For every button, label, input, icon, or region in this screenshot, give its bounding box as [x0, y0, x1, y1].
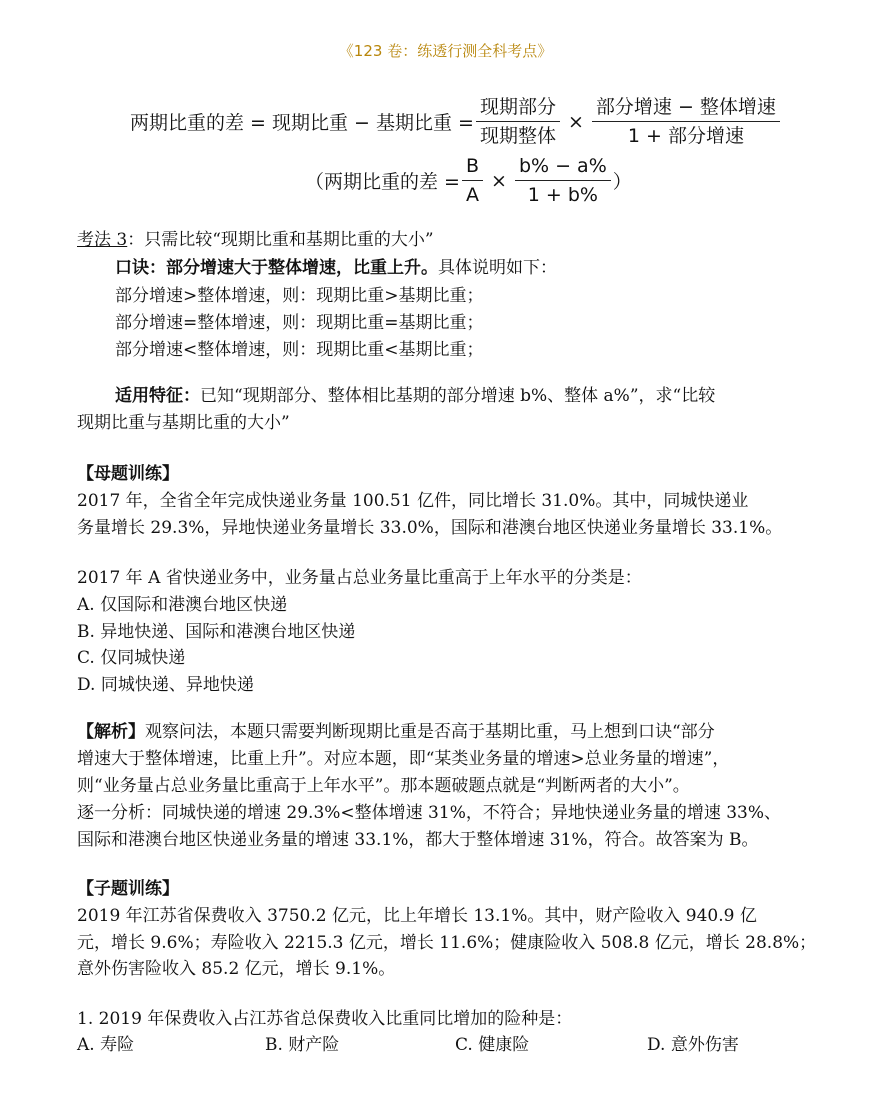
mnemonic-line	[115, 256, 557, 281]
mother-question: 2017 年 A 省快递业务中，业务量占总业务量比重高于上年水平的分类是：	[77, 568, 642, 588]
child-question: 1. 2019 年保费收入占江苏省总保费收入比重同比增加的险种是：	[77, 1009, 573, 1029]
analysis-text-1: 观察问法，本题只需要判断现期比重是否高于基期比重，马上想到口诀“部分	[145, 722, 715, 742]
analysis-line-1	[77, 720, 715, 745]
analysis-line-4: 逐一分析：同城快递的增速 29.3%<整体增速 31%，不符合；异地快递业务量的增速 33%、	[77, 803, 782, 823]
fraction-growth	[592, 96, 780, 147]
book-title: 《123 卷：练透行测全科考点》	[338, 42, 553, 60]
mother-option-a: A. 仅国际和港澳台地区快递	[77, 595, 288, 615]
child-para-2: 元，增长 9.6%；寿险收入 2215.3 亿元，增长 11.6%；健康险收入 508.8 亿元，增长 28.8%；	[77, 933, 817, 953]
mother-para-1: 2017 年，全省全年完成快递业务量 100.51 亿件，同比增长 31.0%。其中，同城快递业	[77, 491, 749, 511]
feature-line-2: 现期比重与基期比重的大小”	[77, 413, 290, 433]
rule-less: 部分增速<整体增速，则：现期比重<基期比重；	[115, 340, 484, 360]
mnemonic-rest: 具体说明如下：	[438, 258, 557, 278]
fraction-denominator: A	[465, 184, 479, 206]
fraction-denominator: 1 + 部分增速	[627, 125, 744, 147]
fraction-numerator: B	[462, 155, 483, 181]
mother-option-b: B. 异地快递、国际和港澳台地区快递	[77, 622, 356, 642]
rule-greater: 部分增速>整体增速，则：现期比重>基期比重；	[115, 286, 484, 306]
child-para-1: 2019 年江苏省保费收入 3750.2 亿元，比上年增长 13.1%。其中，财产险收入 940.9 亿	[77, 906, 757, 926]
formula-close: ）	[612, 171, 632, 193]
mother-heading: 【母题训练】	[77, 464, 179, 484]
formula-short	[305, 155, 632, 206]
rule-equal: 部分增速=整体增速，则：现期比重=基期比重；	[115, 313, 484, 333]
mother-option-d: D. 同城快递、异地快递	[77, 675, 254, 695]
feature-line-1	[115, 384, 715, 409]
mother-option-c: C. 仅同城快递	[77, 648, 186, 668]
fraction-denominator: 现期整体	[479, 125, 556, 147]
child-option-a: A. 寿险	[77, 1035, 135, 1055]
times-sign: ×	[567, 110, 584, 133]
feature-label: 适用特征：	[115, 386, 200, 406]
method-3-line	[77, 228, 434, 253]
formula-open: （两期比重的差 =	[305, 171, 460, 193]
child-option-b: B. 财产险	[265, 1035, 340, 1055]
mother-para-2: 务量增长 29.3%，异地快递业务量增长 33.0%，国际和港澳台地区快递业务量增长 33.1%。	[77, 518, 783, 538]
child-option-c: C. 健康险	[455, 1035, 530, 1055]
analysis-line-2: 增速大于整体增速，比重上升”。对应本题，即“某类业务量的增速>总业务量的增速”，	[77, 749, 730, 769]
fraction-numerator: 部分增速 − 整体增速	[592, 96, 780, 122]
analysis-line-5: 国际和港澳台地区快递业务量的增速 33.1%，都大于整体增速 31%，符合。故答案为 B。	[77, 830, 759, 850]
method-3-text: ：只需比较“现期比重和基期比重的大小”	[127, 230, 434, 250]
child-para-3: 意外伤害险收入 85.2 亿元，增长 9.1%。	[77, 959, 396, 979]
analysis-line-3: 则“业务量占总业务量比重高于上年水平”。那本题破题点就是“判断两者的大小”。	[77, 776, 690, 796]
fraction-rate	[515, 155, 611, 206]
fraction-denominator: 1 + b%	[527, 184, 598, 206]
formula-main	[130, 96, 782, 147]
feature-text: 已知“现期部分、整体相比基期的部分增速 b%、整体 a%”，求“比较	[200, 386, 716, 406]
fraction-numerator: b% − a%	[515, 155, 611, 181]
formula-lhs: 两期比重的差 = 现期比重 − 基期比重 =	[130, 112, 474, 134]
analysis-label: 【解析】	[77, 722, 145, 742]
child-heading: 【子题训练】	[77, 879, 179, 899]
child-option-d: D. 意外伤害	[647, 1035, 739, 1055]
fraction-share	[476, 96, 560, 147]
method-3-label: 考法 3	[77, 230, 128, 250]
fraction-ba	[462, 155, 483, 206]
mnemonic-bold: 口诀：部分增速大于整体增速，比重上升。	[115, 258, 438, 278]
times-sign: ×	[491, 169, 507, 192]
fraction-numerator: 现期部分	[476, 96, 560, 122]
